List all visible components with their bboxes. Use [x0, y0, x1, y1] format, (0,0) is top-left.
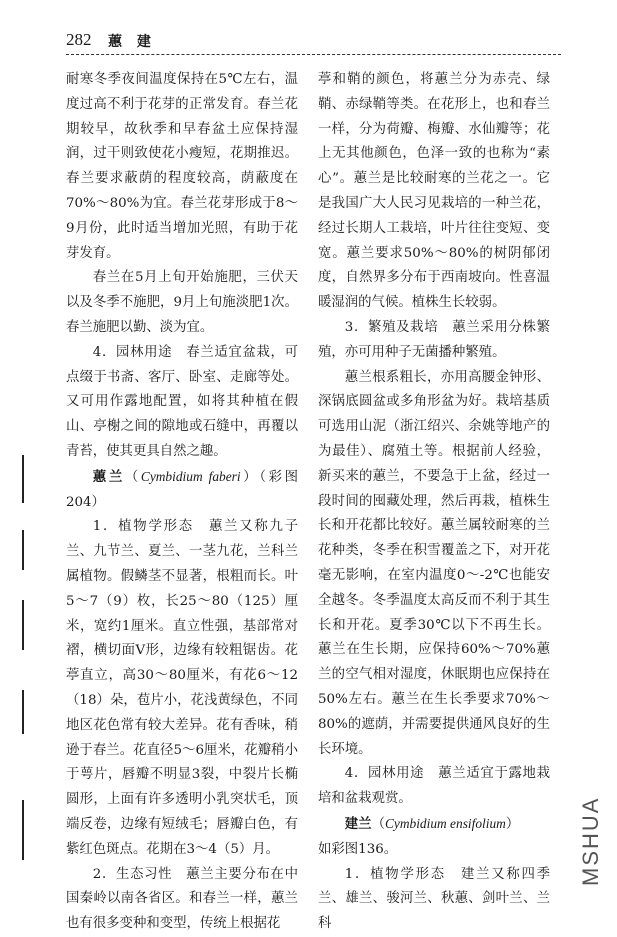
entry-heading: 蕙兰（Cymbidium faberi）（彩图204）	[66, 468, 299, 510]
paragraph: 1．植物学形态 建兰又称四季兰、雄兰、骏河兰、秋蕙、剑叶兰、兰科	[318, 866, 550, 932]
paragraph: 2．生态习性 蕙兰主要分布在中国秦岭以南各省区。和春兰一样，蕙兰也有很多变种和变型，传统上根据花	[66, 866, 298, 932]
figure-ref: 如彩图136。	[318, 841, 398, 857]
paragraph: 4．园林用途 蕙兰适宜于露地栽培和盆栽观赏。	[318, 766, 550, 807]
scan-edge-mark	[22, 690, 24, 734]
paragraph: 耐寒冬季夜间温度保持在5℃左右，温度过高不利于花芽的正常发育。春兰花期较早，故秋季和早春盆土应保持湿润，过干则致使花小瘦短，花期推迟。春兰要求蔽荫的程度较高，荫蔽度在70%～80%为宜。春兰花芽形成于8～9月份，此时适当增加光照，有助于花芽发育。	[66, 72, 298, 261]
header-rule	[66, 54, 561, 55]
right-column	[318, 68, 550, 937]
scan-edge-mark	[22, 455, 24, 503]
latin-name: Cymbidium faberi	[140, 468, 241, 484]
scan-edge-mark	[22, 600, 24, 650]
page-header	[66, 30, 561, 56]
scan-edge-mark	[22, 530, 24, 570]
scan-edge-mark	[22, 800, 24, 860]
paragraph: 4．园林用途 春兰适宜盆栽，可点缀于书斋、客厅、卧室、走廊等处。又可用作露地配置，如将其种植在假山、亭榭之间的隙地或石缝中，再覆以青苔，使其更具自然之趣。	[66, 344, 298, 459]
entry-heading: 建兰（Cymbidium ensifolium）	[344, 815, 520, 832]
figure-ref: （彩图204）	[66, 469, 299, 510]
page-number: 282	[66, 30, 92, 49]
paragraph: 蕙兰根系粗长，亦用高腰金钟形、深锅底圆盆或多角形盆为好。栽培基质可选用山泥（浙江绍兴、余姚等地产的为最佳）、腐殖土等。根据前人经验，新买来的蕙兰，不要急于上盆，经过一段时间的囤藏处理，然后再栽，植株生长和开花都比较好。蕙兰属较耐寒的兰花种类，冬季在积雪覆盖之下，对开花毫无影响，在室内温度0～-2℃也能安全越冬。冬季温度太高反而不利于其生长和开花。夏季30℃以下不再生长。蕙兰在生长期，应保持60%～70%蕙兰的空气相对湿度，休眠期也应保持在50%左右。蕙兰在生长季要求70%～80%的遮荫，并需要提供通风良好的生长环境。	[318, 369, 550, 757]
entry-name: 建兰	[344, 815, 372, 832]
paragraph: 1．植物学形态 蕙兰又称九子兰、九节兰、夏兰、一茎九花，兰科兰属植物。假鳞茎不显著，根粗而长。叶5～7（9）枚，长25～80（125）厘米，宽约1厘米。直立性强，基部常对褶，横切面V形，边缘有较粗锯齿。花葶直立，高30～80厘米，有花6～12（18）朵，苞片小，花浅黄绿色，不同地区花色常有较大差异。花有香味，稍逊于春兰。花直径5～6厘米，花瓣稍小于萼片，唇瓣不明显3裂，中裂片长椭圆形，上面有许多透明小乳突状毛，顶端反卷，边缘有短绒毛；唇瓣白色，有紫红色斑点。花期在3～4（5）月。	[66, 519, 298, 857]
paragraph: 葶和鞘的颜色，将蕙兰分为赤壳、绿鞘、赤绿鞘等类。在花形上，也和春兰一样，分为荷瓣、梅瓣、水仙瓣等；花上无其他颜色，色泽一致的也称为“素心”。蕙兰是比较耐寒的兰花之一。它是我国广大人民习见栽培的一种兰花，经过长期人工栽培，叶片往往变短、变宽。蕙兰要求50%～80%的树阴郁闭度，自然界多分布于西南坡向。性喜温暖湿润的气候。植株生长较弱。	[318, 72, 550, 311]
paragraph: 春兰在5月上旬开始施肥，三伏天以及冬季不施肥，9月上旬施淡肥1次。春兰施肥以勤、淡为宜。	[66, 270, 298, 335]
latin-name: Cymbidium ensifolium	[384, 815, 506, 831]
left-column	[66, 68, 298, 937]
paragraph: 3．繁殖及栽培 蕙兰采用分株繁殖，亦可用种子无菌播种繁殖。	[318, 319, 550, 360]
watermark: MSHUA	[578, 796, 603, 886]
entry-name: 蕙兰	[92, 468, 125, 485]
running-title: 蕙 建	[108, 34, 156, 50]
